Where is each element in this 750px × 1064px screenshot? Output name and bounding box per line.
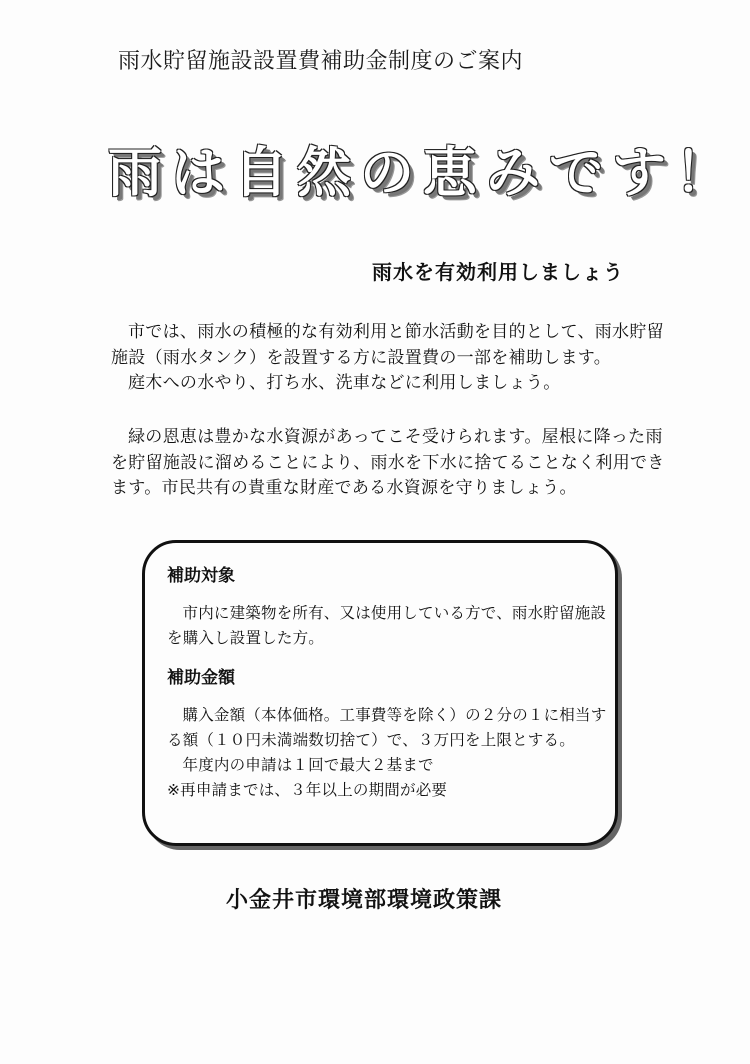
- target-text: 市内に建築物を所有、又は使用している方で、雨水貯留施設を購入し設置した方。: [167, 604, 607, 647]
- intro-text-1: 市では、雨水の積極的な有効利用と節水活動を目的として、雨水貯留施設（雨水タンク）を設置する方に設置費の一部を補助します。: [111, 322, 664, 368]
- target-heading: 補助対象: [167, 566, 235, 586]
- tagline: 雨水を有効利用しましょう: [372, 260, 624, 284]
- amount-heading: 補助金額: [167, 668, 235, 688]
- intro-paragraph-2: [111, 425, 676, 502]
- amount-text: 購入金額（本体価格。工事費等を除く）の２分の１に相当する額（１０円未満端数切捨て）で、３万円を上限とする。: [167, 706, 607, 749]
- amount-note-2: ※再申請までは、３年以上の期間が必要: [167, 781, 448, 799]
- amount-section: [167, 703, 607, 803]
- intro-paragraph-1: [111, 320, 676, 397]
- document-subtitle: 雨水貯留施設設置費補助金制度のご案内: [118, 49, 524, 74]
- subsidy-info-box: [142, 540, 618, 846]
- intro-text-2: 庭木への水やり、打ち水、洗車などに利用しましょう。: [128, 373, 561, 393]
- headline: 雨は自然の恵みです！: [108, 141, 738, 204]
- department-name: 小金井市環境部環境政策課: [226, 888, 503, 913]
- target-section: [167, 601, 607, 651]
- amount-note-1: 年度内の申請は１回で最大２基まで: [182, 756, 434, 774]
- intro-text-3: 緑の恩恵は豊かな水資源があってこそ受けられます。屋根に降った雨を貯留施設に溜めることにより、雨水を下水に捨てることなく利用できます。市民共有の貴重な財産である水資源を守りましょう。: [111, 427, 665, 498]
